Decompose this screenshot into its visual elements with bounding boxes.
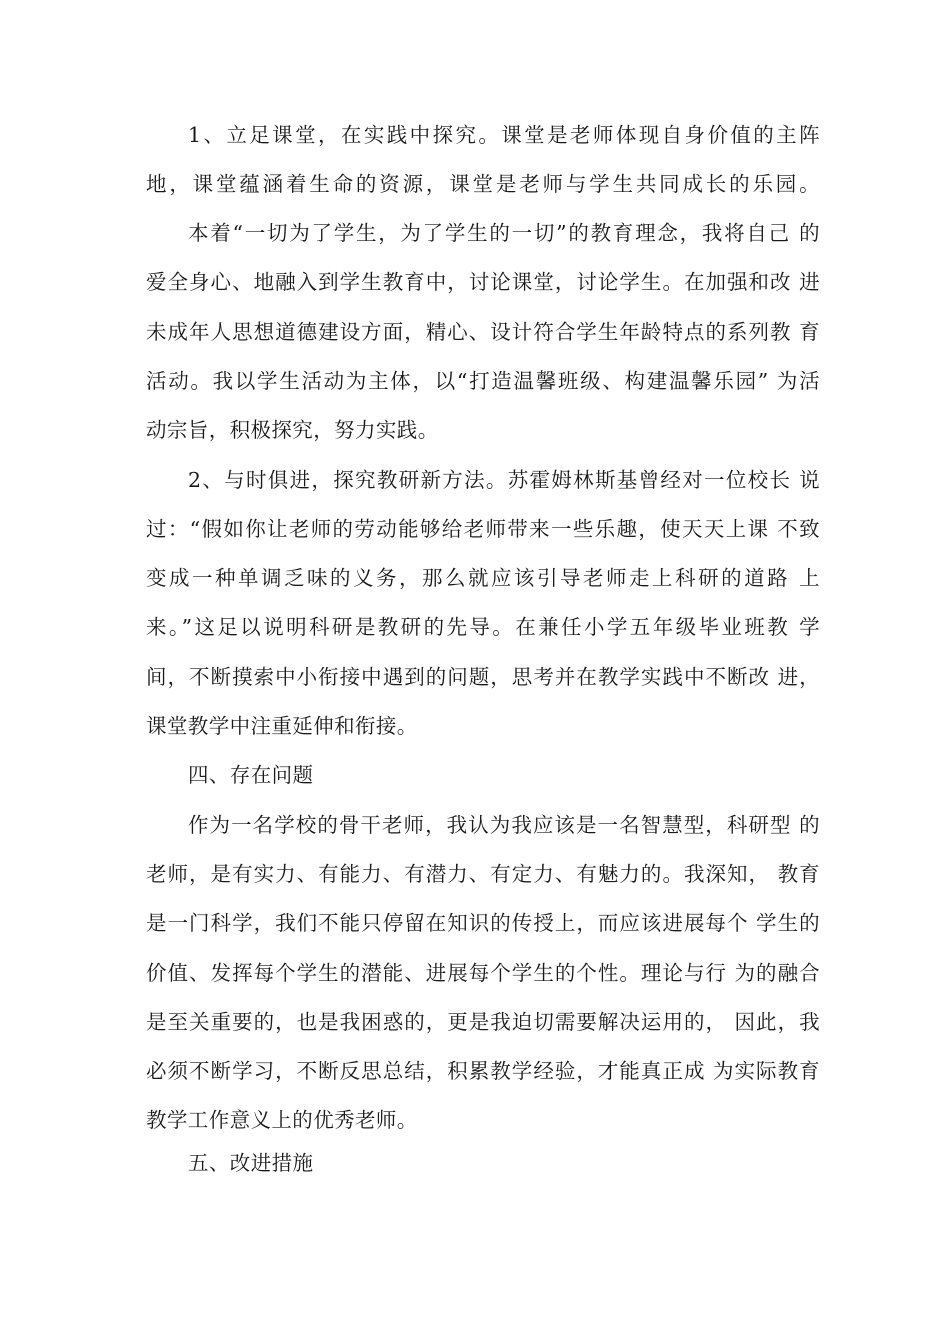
text-line: 间，不断摸索中小衔接中遇到的问题，思考并在教学实践中不断改 进， [146,665,820,689]
text-line: 价值、发挥每个学生的潜能、进展每个学生的个性。理论与行 为的融合 [146,961,820,985]
text-line: 来。”这足以说明科研是教研的先导。在兼任小学五年级毕业班教 学 [146,615,820,639]
text-line: 是一门科学，我们不能只停留在知识的传授上，而应该进展每个 学生的 [146,911,820,935]
text-line: 1、立足课堂，在实践中探究。课堂是老师体现自身价值的主阵 [188,123,820,147]
text-line: 老师，是有实力、有能力、有潜力、有定力、有魅力的。我深知， 教育 [146,862,820,886]
text-line: 未成年人思想道德建设方面，精心、设计符合学生年龄特点的系列教 育 [146,320,820,344]
text-line: 地，课堂蕴涵着生命的资源，课堂是老师与学生共同成长的乐园。 [146,172,820,196]
text-line: 动宗旨，积极探究，努力实践。 [146,418,439,442]
text-line: 2、与时俱进，探究教研新方法。苏霍姆林斯基曾经对一位校长 说 [188,468,820,492]
section-heading: 五、改进措施 [188,1151,314,1175]
text-line: 爱全身心、地融入到学生教育中，讨论课堂，讨论学生。在加强和改 进 [146,270,820,294]
text-line: 教学工作意义上的优秀老师。 [146,1108,418,1132]
text-line: 变成一种单调乏味的义务，那么就应该引导老师走上科研的道路 上 [146,566,820,590]
text-line: 过：“假如你让老师的劳动能够给老师带来一些乐趣，使天天上课 不致 [146,517,820,541]
text-line: 活动。我以学生活动为主体，以“打造温馨班级、构建温馨乐园” 为活 [146,369,820,393]
text-line: 是至关重要的，也是我困惑的，更是我迫切需要解决运用的， 因此，我 [146,1010,820,1034]
text-line: 作为一名学校的骨干老师，我认为我应该是一名智慧型，科研型 的 [188,813,820,837]
text-line: 课堂教学中注重延伸和衔接。 [146,714,418,738]
text-line: 本着“一切为了学生，为了学生的一切”的教育理念，我将自己 的 [188,221,820,245]
text-line: 必须不断学习，不断反思总结，积累教学经验，才能真正成 为实际教育 [146,1059,820,1083]
section-heading: 四、存在问题 [188,763,314,787]
